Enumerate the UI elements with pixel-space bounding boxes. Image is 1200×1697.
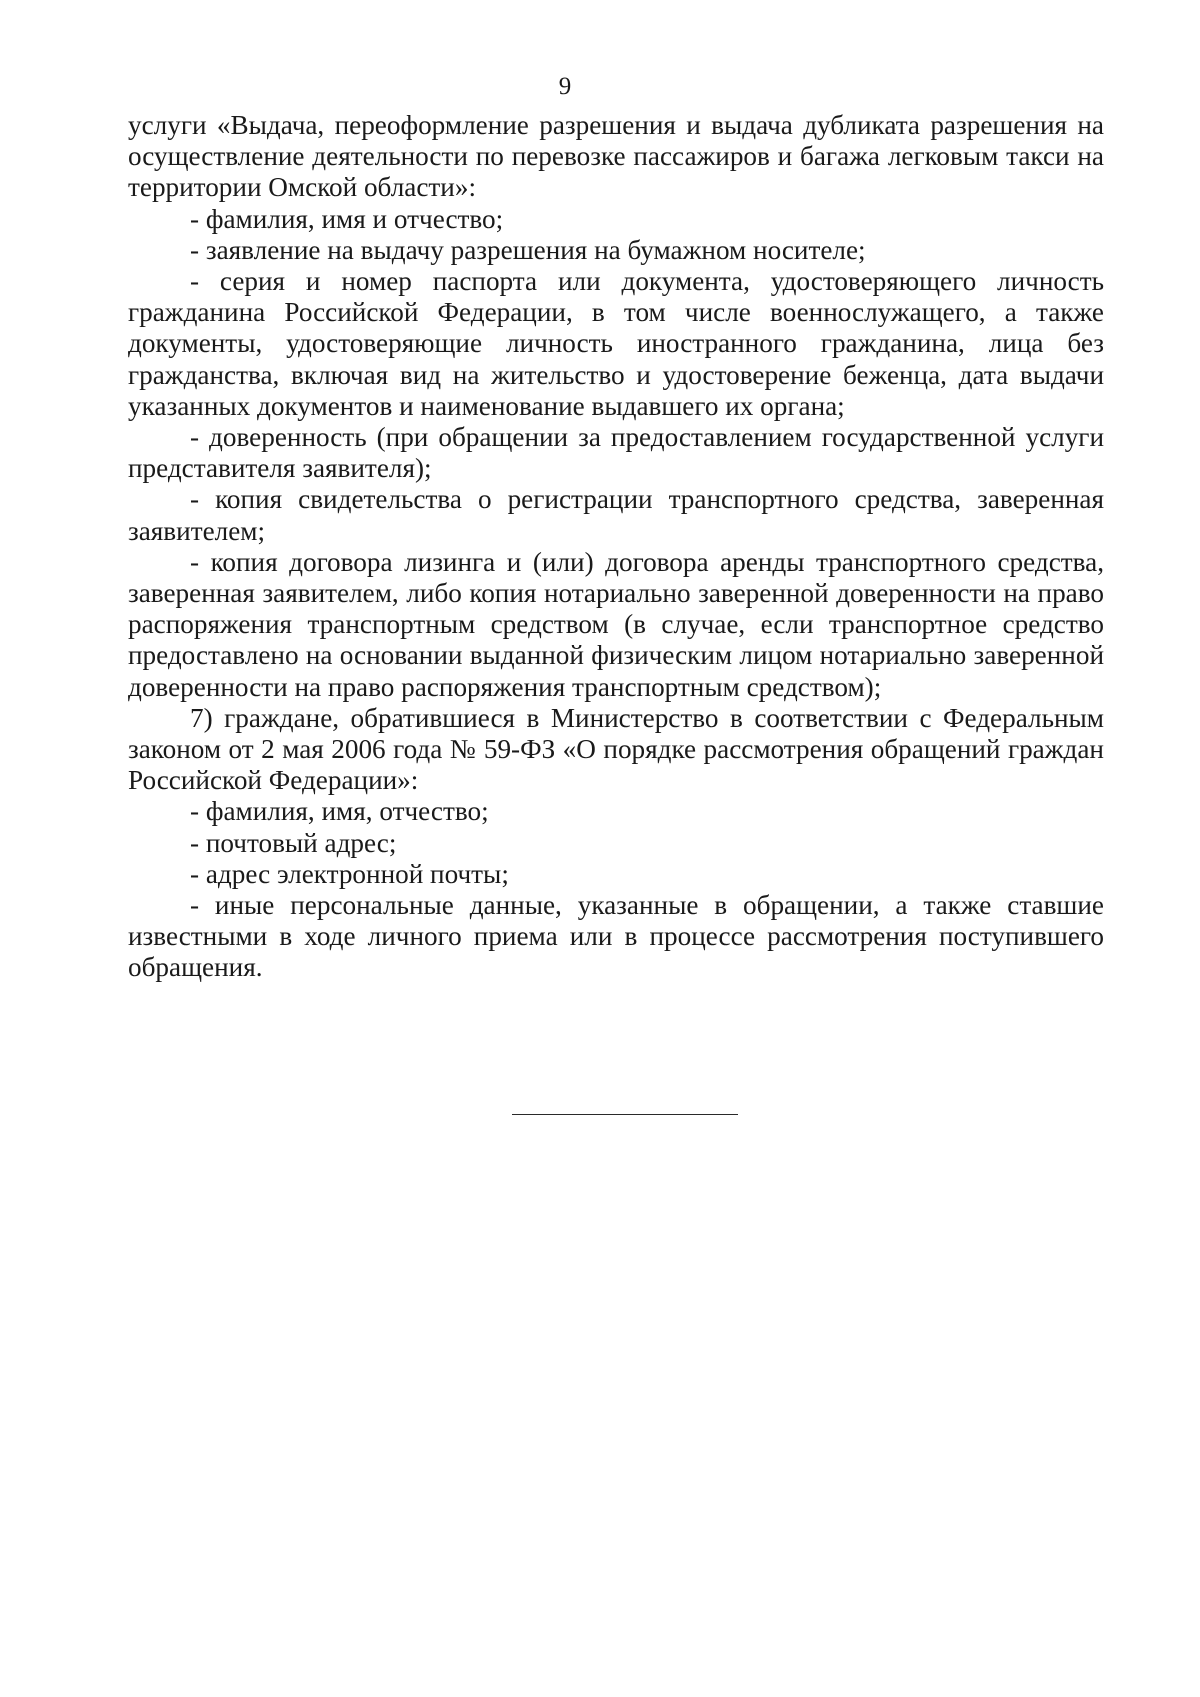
- list-item-power-of-attorney: - доверенность (при обращении за предоставлением государственной услуги представителя заявителя);: [128, 422, 1104, 484]
- list-item-application: - заявление на выдачу разрешения на бумажном носителе;: [190, 234, 866, 265]
- list-item-passport: - серия и номер паспорта или документа, удостоверяющего личность гражданина Российской Федерации, в том числе военнослужащего, а также документы, удостоверяющие личность иностранного гражданина, лица без гражданства, включая вид на жительство и удостоверение беженца, дата выдачи указанных документов и наименование выдавшего их органа;: [128, 266, 1104, 421]
- document-body: [128, 110, 1104, 984]
- list-item-full-name: - фамилия, имя и отчество;: [190, 203, 504, 234]
- end-separator-line: [512, 1114, 738, 1115]
- list-item-vehicle-registration: - копия свидетельства о регистрации транспортного средства, заверенная заявителем;: [128, 484, 1104, 546]
- page-number: 9: [558, 73, 572, 100]
- paragraph-citizens-appeals: 7) граждане, обратившиеся в Министерство в соответствии с Федеральным законом от 2 мая 2006 года № 59-ФЗ «О порядке рассмотрения обращений граждан Российской Федерации»:: [128, 702, 1104, 796]
- list-item-other-personal-data: - иные персональные данные, указанные в обращении, а также ставшие известными в ходе личного приема или в процессе рассмотрения поступившего обращения.: [128, 890, 1104, 983]
- paragraph-service-title: услуги «Выдача, переоформление разрешения и выдача дубликата разрешения на осуществление деятельности по перевозке пассажиров и багажа легковым такси на территории Омской области»:: [128, 110, 1104, 203]
- list-item-email-address: - адрес электронной почты;: [190, 858, 509, 889]
- list-item-postal-address: - почтовый адрес;: [190, 827, 397, 858]
- list-item-full-name-2: - фамилия, имя, отчество;: [190, 796, 489, 827]
- list-item-leasing-contract: - копия договора лизинга и (или) договора аренды транспортного средства, заверенная заявителем, либо копия нотариально заверенной доверенности на право распоряжения транспортным средством (в случае, если транспортное средство предоставлено на основании выданной физическим лицом нотариально заверенной доверенности на право распоряжения транспортным средством);: [128, 546, 1104, 702]
